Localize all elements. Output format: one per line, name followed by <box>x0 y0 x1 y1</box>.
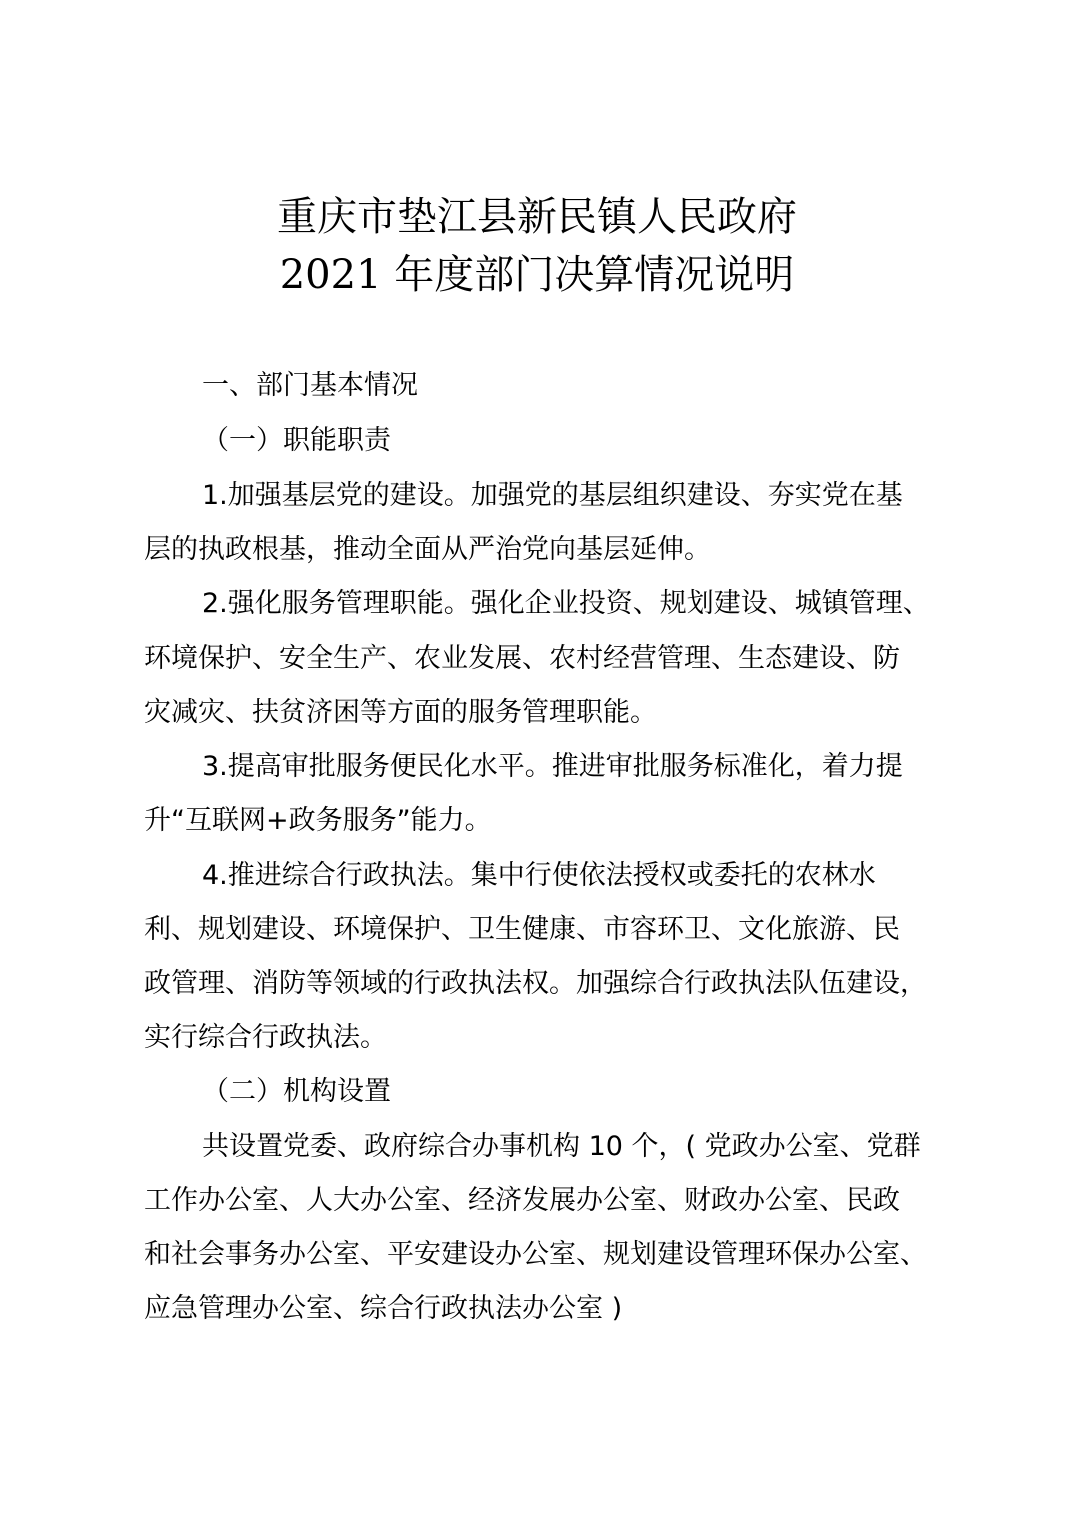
paragraph-line: 灾减灾、扶贫济困等方面的服务管理职能。 <box>144 697 657 728</box>
paragraph-line: 实行综合行政执法。 <box>144 1022 387 1053</box>
paragraph-line: 1.加强基层党的建设。加强党的基层组织建设、夯实党在基 <box>202 480 903 511</box>
document-title-rest: 年度部门决算情况说明 <box>381 252 795 298</box>
paragraph-line: 和社会事务办公室、平安建设办公室、规划建设管理环保办公室、 <box>144 1239 927 1270</box>
subsection-heading: （一）职能职责 <box>202 425 391 456</box>
paragraph-line: 应急管理办公室、综合行政执法办公室 ) <box>144 1293 623 1324</box>
paragraph-line: 4.推进综合行政执法。集中行使依法授权或委托的农林水 <box>202 860 876 891</box>
paragraph-line: 升“互联网+政务服务”能力。 <box>144 805 492 836</box>
paragraph-line: 2.强化服务管理职能。强化企业投资、规划建设、城镇管理、 <box>202 588 930 619</box>
paragraph-line: 政管理、消防等领域的行政执法权。加强综合行政执法队伍建设， <box>144 968 927 999</box>
paragraph-line: 工作办公室、人大办公室、经济发展办公室、财政办公室、民政 <box>144 1185 900 1216</box>
section-heading: 一、部门基本情况 <box>202 370 418 401</box>
document-title-line1: 重庆市垫江县新民镇人民政府 <box>277 194 797 240</box>
paragraph-line: 共设置党委、政府综合办事机构 10 个，( 党政办公室、党群 <box>202 1131 921 1162</box>
paragraph-line: 层的执政根基，推动全面从严治党向基层延伸。 <box>144 534 711 565</box>
document-title-line2 <box>0 250 1074 300</box>
paragraph-line: 环境保护、安全生产、农业发展、农村经营管理、生态建设、防 <box>144 643 900 674</box>
document-title-year: 2021 <box>279 252 382 298</box>
subsection-heading: （二）机构设置 <box>202 1076 391 1107</box>
paragraph-line: 利、规划建设、环境保护、卫生健康、市容环卫、文化旅游、民 <box>144 914 900 945</box>
paragraph-line: 3.提高审批服务便民化水平。推进审批服务标准化，着力提 <box>202 751 903 782</box>
